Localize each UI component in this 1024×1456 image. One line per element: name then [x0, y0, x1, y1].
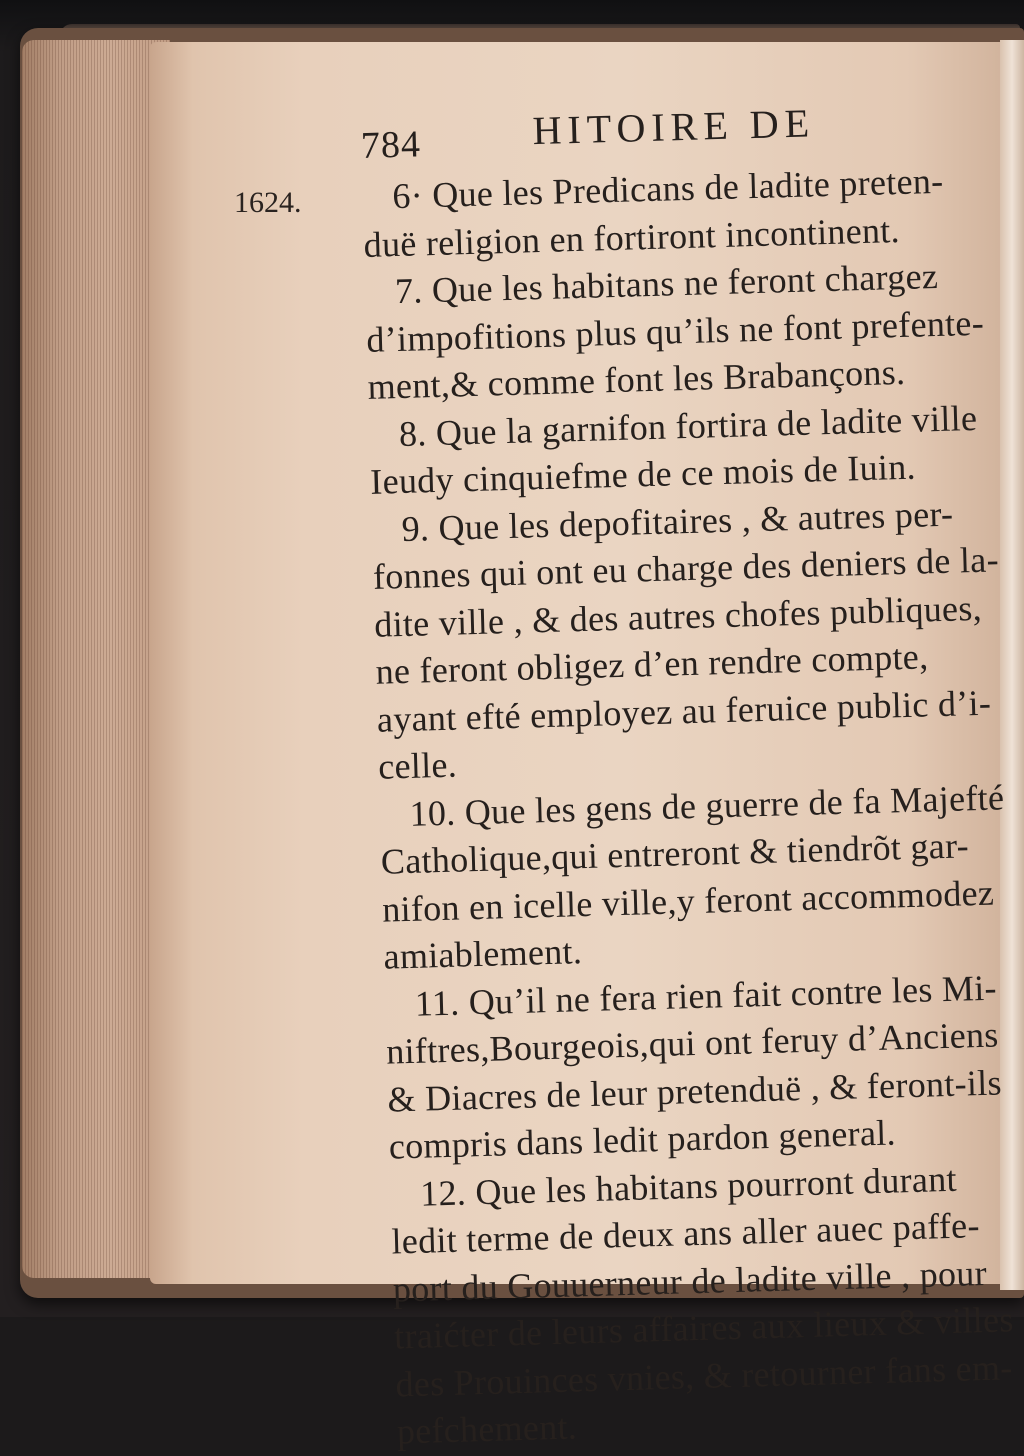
text-line: port du Gouuerneur de ladite ville , pour — [392, 1252, 988, 1310]
text-line: Ieudy cinquiefme de ce mois de Iuin. — [369, 446, 917, 502]
text-line: & Diacres de leur pretenduë , & feront-ils — [387, 1061, 1003, 1120]
text-line: compris dans ledit pardon general. — [388, 1112, 897, 1167]
text-line: celle. — [377, 744, 458, 787]
text-line: duë religion en fortiront incontinent. — [363, 209, 901, 265]
text-line: ledit terme de deux ans aller auec paffe- — [390, 1205, 981, 1262]
text-line: 9. Que les depofitaires , & autres per- — [401, 493, 954, 549]
text-line: traićter de leurs affaires aux lieux & villes — [393, 1299, 1015, 1357]
text-line: Catholique,qui entreront & tiendrõt gar- — [380, 825, 970, 882]
text-line: nifon en icelle ville,y feront accommodez — [381, 872, 995, 930]
text-line: 12. Que les habitans pourront durant — [419, 1158, 958, 1214]
text-line: d’impofitions plus qu’ils ne font prefente- — [365, 302, 985, 360]
text-line: 8. Que la garnifon fortira de ladite ville — [398, 397, 978, 454]
text-line: ne feront obligez d’en rendre compte, — [375, 636, 929, 692]
text-line: ment,& comme font les Brabançons. — [367, 351, 906, 407]
text-line: 10. Que les gens de guerre de fa Majefté — [409, 776, 1005, 834]
page-number: 784 — [360, 123, 422, 167]
page-text-block — [360, 94, 1024, 1452]
margin-year: 1624. — [234, 186, 302, 219]
text-line: pefchement. — [396, 1406, 578, 1452]
text-line: fonnes qui ont eu charge des deniers de la- — [372, 539, 1000, 597]
text-line: 6· Que les Predicans de ladite preten- — [391, 160, 944, 217]
text-line: amiablement. — [383, 931, 583, 977]
text-line: ayant efté employez au feruice public d’i- — [376, 682, 992, 740]
text-line: niftres,Bourgeois,qui ont feruy d’Anciens — [385, 1014, 1000, 1072]
page-block-edge — [22, 40, 170, 1278]
text-line: des Prouinces vnies, & retourner fans em- — [394, 1346, 1013, 1404]
text-line: 7. Que les habitans ne feront chargez — [394, 255, 939, 312]
running-head-title: HITOIRE DE — [531, 100, 816, 154]
text-line: dite ville , & des autres chofes publiques, — [373, 587, 983, 645]
text-line: 11. Qu’il ne fera rien fait contre les Mi- — [414, 967, 998, 1024]
